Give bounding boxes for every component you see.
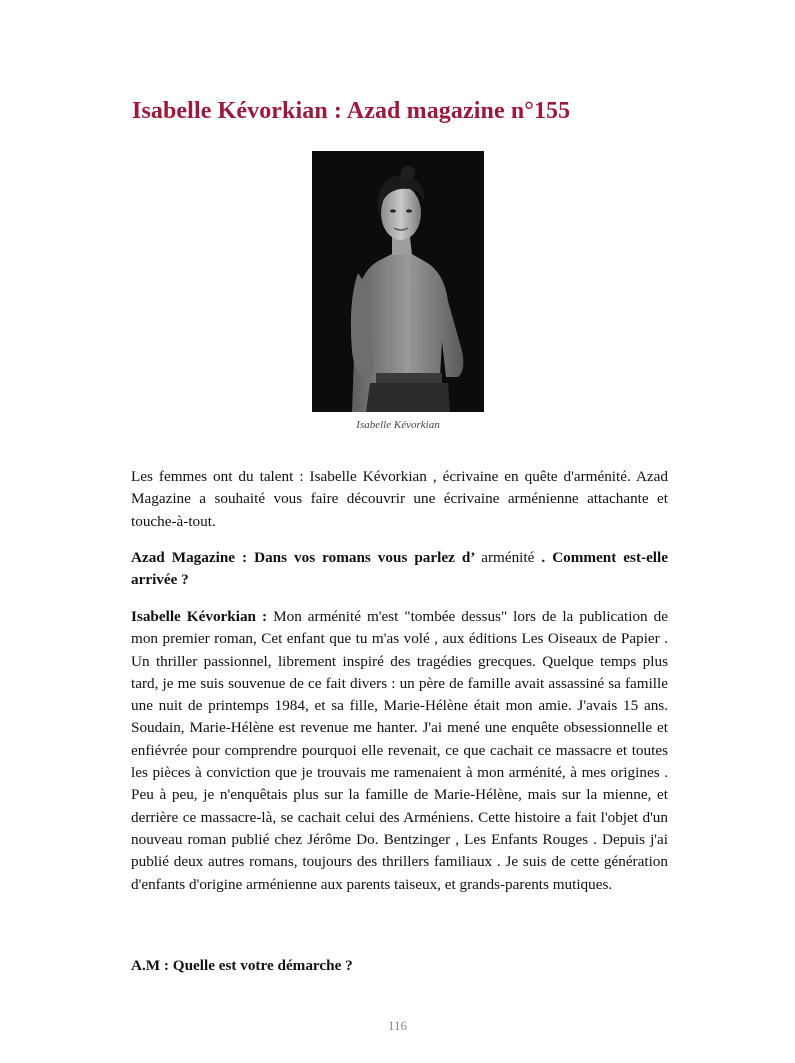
question-2: [131, 955, 668, 977]
question-2-speaker: A.M :: [131, 957, 169, 974]
answer-1: [131, 606, 668, 896]
question-2-text: Quelle est votre démarche ?: [168, 957, 353, 974]
question-1-text-c: . Comment est-elle arrivée ?: [131, 549, 668, 589]
answer-1-text: Mon arménité m'est "tombée dessus" lors de la publication de mon premier roman, Cet enfant que tu m'as volé , aux éditions Les Oiseaux de Papier . Un thriller passionnel, librement inspiré des tragédies grecques. Quelque temps plus tard, je me suis souvenue de ce fait divers : un père de famille avait assassiné sa famille une nuit de printemps 1984, et sa fille, Marie-Hélène était mon amie. J'avais 15 ans. Soudain, Marie-Hélène est revenue me hanter. J'ai mené une enquête obsessionnelle et enfiévrée pour comprendre pourquoi elle revenait, ce que cachait ce massacre et toutes les pièces à conviction que je trouvais me ramenaient à mon arménité, à mes origines . Peu à peu, je n'enquêtais plus sur la famille de Marie-Hélène, mais sur la mienne, et derrière ce massacre-là, se cachait celui des Arméniens. Cette histoire a fait l'objet d'un nouveau roman publié chez Jérôme Do. Bentzinger , Les Enfants Rouges . Depuis j'ai publié deux autres romans, toujours des thrillers familiaux . Je suis de cette génération d'enfants d'origine arménienne aux parents taiseux, et grands-parents mutiques.: [131, 608, 669, 893]
portrait-illustration: [312, 151, 484, 412]
intro-paragraph: Les femmes ont du talent : Isabelle Kévorkian , écrivaine en quête d'arménité. Azad Magazine a souhaité vous faire découvrir une écrivaine arménienne attachante et touche-à-tout.: [131, 468, 668, 530]
portrait-photo: [312, 151, 484, 412]
question-1-speaker: Azad Magazine :: [131, 549, 248, 566]
answer-1-speaker: Isabelle Kévorkian :: [131, 608, 268, 625]
article-title: Isabelle Kévorkian : Azad magazine n°155: [132, 98, 571, 124]
question-1: [131, 547, 668, 592]
question-1-text-a: Dans vos romans vous parlez d’: [247, 549, 482, 566]
page-number: 116: [387, 1018, 408, 1033]
question-1-text-b: arménité: [481, 549, 535, 566]
photo-caption: Isabelle Kévorkian: [356, 419, 440, 431]
